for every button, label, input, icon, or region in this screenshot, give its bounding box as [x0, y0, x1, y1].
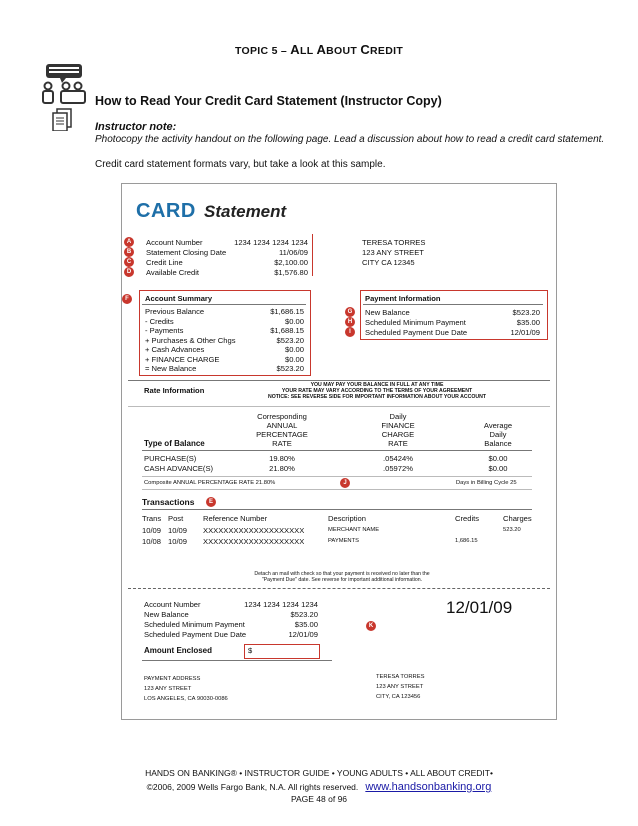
logo-card: CARD	[136, 200, 196, 222]
rate-apr: 21.80%	[269, 464, 295, 473]
badge-j: J	[340, 478, 350, 488]
stub-value: 1234 1234 1234 1234	[244, 600, 318, 609]
rate-avg: $0.00	[488, 464, 508, 473]
divider	[142, 660, 332, 661]
tx-charges: 523.20	[503, 527, 521, 533]
avg-header: Daily	[489, 430, 507, 439]
rate-daily: .05972%	[383, 464, 413, 473]
account-value: 11/06/09	[279, 248, 308, 257]
divider	[142, 489, 532, 490]
rate-avg: $0.00	[488, 454, 508, 463]
rate-info-title: Rate Information	[144, 386, 205, 395]
amount-enclosed-prefix: $	[248, 646, 253, 655]
account-value: 1234 1234 1234 1234	[234, 238, 308, 247]
apr-header: Corresponding	[257, 412, 307, 421]
tx-description: PAYMENTS	[328, 538, 360, 544]
tx-trans-date: 10/08	[142, 537, 162, 546]
tx-post-date: 10/09	[168, 526, 188, 535]
amount-enclosed-field[interactable]	[244, 644, 320, 659]
footer-copyright: ©2006, 2009 Wells Fargo Bank, N.A. All rights reserved.	[146, 782, 359, 792]
address-line: TERESA TORRES	[362, 238, 426, 247]
summary-label: + FINANCE CHARGE	[145, 354, 220, 364]
tx-header-desc: Description	[328, 514, 366, 523]
detach-note: "Payment Due" date. See reverse for important additional information.	[261, 577, 423, 583]
divider	[142, 304, 306, 305]
summary-label: - Payments	[145, 326, 184, 335]
badge-c: C	[124, 257, 134, 267]
divider	[363, 304, 543, 305]
summary-value: $523.20	[276, 364, 304, 373]
rate-type: CASH ADVANCE(S)	[144, 464, 214, 473]
tx-post-date: 10/09	[168, 537, 188, 546]
address-line: CITY CA 12345	[362, 258, 415, 267]
composite-apr: Composite ANNUAL PERCENTAGE RATE 21.80%	[144, 480, 276, 486]
footer-link[interactable]: www.handsonbanking.org	[365, 781, 492, 793]
tx-description: MERCHANT NAME	[328, 527, 380, 533]
account-label: Available Credit	[146, 268, 200, 277]
divider	[142, 509, 532, 510]
summary-value: $0.00	[284, 354, 304, 364]
badge-f: F	[122, 294, 132, 304]
stub-due-date: 12/01/09	[446, 598, 513, 617]
tx-header-post: Post	[168, 514, 184, 523]
rate-type: PURCHASE(S)	[144, 454, 197, 463]
tx-header-ref: Reference Number	[203, 514, 268, 523]
payment-address: PAYMENT ADDRESS	[144, 676, 201, 682]
footer-page-number: PAGE 48 of 96	[290, 794, 348, 804]
daily-header: RATE	[388, 439, 408, 448]
tx-header-trans: Trans	[142, 514, 162, 523]
account-value: $1,576.80	[274, 268, 308, 277]
summary-label: + Purchases & Other Chgs	[145, 335, 236, 345]
stub-value: 12/01/09	[288, 630, 318, 639]
footer-line2-wrap	[0, 781, 638, 793]
summary-label: - Credits	[145, 316, 174, 326]
summary-label: Previous Balance	[145, 307, 205, 316]
rate-notice-line: NOTICE: SEE REVERSE SIDE FOR IMPORTANT INFORMATION ABOUT YOUR ACCOUNT	[267, 394, 487, 400]
account-label: Account Number	[146, 238, 203, 247]
intro-line: Credit card statement formats vary, but take a look at this sample.	[95, 159, 386, 170]
summary-value: $1,686.15	[270, 307, 304, 316]
rate-notice-line: YOU MAY PAY YOUR BALANCE IN FULL AT ANY TIME	[310, 382, 444, 388]
payment-label: New Balance	[365, 308, 410, 317]
tx-reference: XXXXXXXXXXXXXXXXXXXX	[203, 526, 305, 535]
tx-header-credits: Credits	[455, 514, 480, 523]
divider	[142, 476, 532, 477]
payment-address: LOS ANGELES, CA 90030-0086	[144, 696, 228, 702]
account-label: Credit Line	[146, 258, 183, 267]
avg-header: Balance	[484, 439, 512, 448]
tx-reference: XXXXXXXXXXXXXXXXXXXX	[203, 537, 305, 546]
badge-k: K	[366, 621, 376, 631]
payment-value: $35.00	[516, 318, 540, 327]
payment-label: Scheduled Payment Due Date	[365, 328, 468, 337]
payment-label: Scheduled Minimum Payment	[365, 318, 466, 327]
stub-label: New Balance	[144, 610, 189, 619]
return-address: CITY, CA 123456	[376, 694, 421, 700]
card-statement-sample	[121, 183, 557, 720]
amount-enclosed-label: Amount Enclosed	[144, 646, 213, 655]
divider	[128, 406, 550, 407]
logo-statement: Statement	[204, 202, 287, 221]
stub-value: $523.20	[290, 610, 318, 619]
payment-value: 12/01/09	[510, 328, 540, 337]
badge-b: B	[124, 247, 134, 257]
avg-header: Average	[483, 421, 513, 430]
summary-label: = New Balance	[145, 364, 197, 373]
billing-cycle: Days in Billing Cycle 25	[456, 480, 517, 486]
badge-e: E	[206, 497, 216, 507]
payment-address: 123 ANY STREET	[144, 686, 192, 692]
badge-i: I	[345, 327, 355, 337]
badge-h: H	[345, 317, 355, 327]
apr-header: PERCENTAGE	[256, 430, 308, 439]
rate-apr: 19.80%	[269, 454, 295, 463]
summary-value: $0.00	[284, 316, 304, 326]
rate-notice-line: YOUR RATE MAY VARY ACCORDING TO THE TERMS OF YOUR AGREEMENT	[281, 388, 473, 394]
divider	[128, 380, 550, 381]
instructor-note-text: Photocopy the activity handout on the following page. Lead a discussion about how to read a credit card statement.	[95, 134, 605, 145]
badge-a: A	[124, 237, 134, 247]
badge-d: D	[124, 267, 134, 277]
summary-value: $523.20	[276, 335, 304, 345]
tear-line	[128, 588, 550, 589]
daily-header: Daily	[389, 412, 407, 421]
apr-header: ANNUAL	[266, 421, 298, 430]
instructor-icon	[40, 63, 92, 131]
transactions-title: Transactions	[142, 497, 195, 507]
topic-header: TOPIC 5 – ALL ABOUT CREDIT	[234, 42, 404, 57]
account-value: $2,100.00	[274, 258, 308, 267]
daily-header: FINANCE	[381, 421, 415, 430]
tx-trans-date: 10/09	[142, 526, 162, 535]
instructor-note-label: Instructor note:	[95, 121, 177, 133]
address-line: 123 ANY STREET	[362, 248, 424, 257]
stub-label: Scheduled Payment Due Date	[144, 630, 247, 639]
stub-label: Account Number	[144, 600, 201, 609]
summary-value: $1,688.15	[270, 326, 304, 335]
summary-value: $0.00	[284, 345, 304, 354]
stub-label: Scheduled Minimum Payment	[144, 620, 245, 629]
type-of-balance-header: Type of Balance	[144, 439, 205, 448]
account-summary-title: Account Summary	[145, 294, 213, 303]
return-address: TERESA TORRES	[376, 674, 425, 680]
badge-g: G	[345, 307, 355, 317]
rate-daily: .05424%	[383, 454, 413, 463]
divider	[142, 450, 532, 451]
page-title: How to Read Your Credit Card Statement (Instructor Copy)	[95, 94, 442, 108]
account-label: Statement Closing Date	[146, 248, 227, 257]
summary-label: + Cash Advances	[145, 345, 205, 354]
stub-value: $35.00	[294, 620, 318, 629]
tx-credits: 1,686.15	[455, 538, 478, 544]
footer-line1: HANDS ON BANKING® • INSTRUCTOR GUIDE • YOUNG ADULTS • ALL ABOUT CREDIT•	[145, 768, 493, 778]
detach-note: Detach an mail with check so that your payment is received no later than the	[254, 571, 430, 577]
return-address: 123 ANY STREET	[376, 684, 424, 690]
payment-info-title: Payment Information	[365, 294, 441, 303]
daily-header: CHARGE	[381, 430, 415, 439]
payment-value: $523.20	[512, 308, 540, 317]
apr-header: RATE	[272, 439, 292, 448]
tx-header-charges: Charges	[503, 514, 532, 523]
